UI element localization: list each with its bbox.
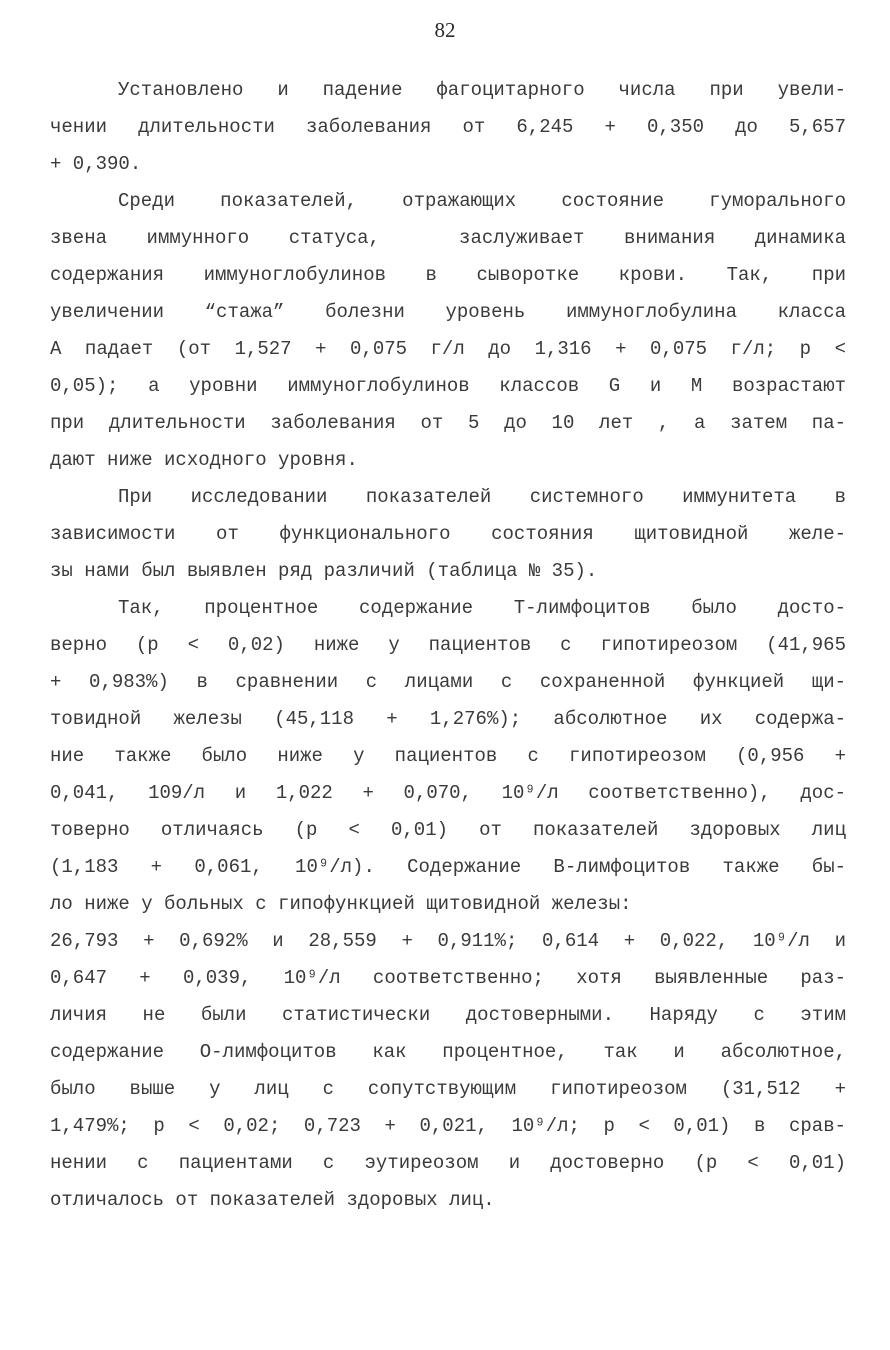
text-line: 0,647 + 0,039, 10⁹/л соответственно; хотя выявленные раз- [50, 967, 846, 989]
text-line: 0,041, 109/л и 1,022 + 0,070, 10⁹/л соответственно), дос- [50, 782, 846, 804]
text-line: содержание О-лимфоцитов как процентное, так и абсолютное, [50, 1041, 846, 1063]
text-line: нении с пациентами с эутиреозом и достоверно (р < 0,01) [50, 1152, 846, 1174]
text-line: 26,793 + 0,692% и 28,559 + 0,911%; 0,614 + 0,022, 10⁹/л и [50, 930, 846, 952]
text-line: было выше у лиц с сопутствующим гипотиреозом (31,512 + [50, 1078, 846, 1100]
text-line: 1,479%; р < 0,02; 0,723 + 0,021, 10⁹/л; р < 0,01) в срав- [50, 1115, 846, 1137]
text-line: зависимости от функционального состояния щитовидной желе- [50, 523, 846, 545]
text-line: чении длительности заболевания от 6,245 + 0,350 до 5,657 [50, 116, 846, 138]
text-line: верно (р < 0,02) ниже у пациентов с гипотиреозом (41,965 [50, 634, 846, 656]
text-line: личия не были статистически достоверными. Наряду с этим [50, 1004, 846, 1026]
text-line: зы нами был выявлен ряд различий (таблица № 35). [50, 560, 598, 582]
text-line: + 0,983%) в сравнении с лицами с сохраненной функцией щи- [50, 671, 846, 693]
text-line: 0,05); а уровни иммуноглобулинов классов G и М возрастают [50, 375, 846, 397]
text-line: отличалось от показателей здоровых лиц. [50, 1189, 495, 1211]
text-line: ние также было ниже у пациентов с гипотиреозом (0,956 + [50, 745, 846, 767]
text-line: (1,183 + 0,061, 10⁹/л). Содержание В-лимфоцитов также бы- [50, 856, 846, 878]
text-line: увеличении “стажа” болезни уровень иммуноглобулина класса [50, 301, 846, 323]
text-line: товерно отличаясь (р < 0,01) от показателей здоровых лиц [50, 819, 846, 841]
text-line: Установлено и падение фагоцитарного числа при увели- [118, 79, 846, 101]
text-line: А падает (от 1,527 + 0,075 г/л до 1,316 + 0,075 г/л; р < [50, 338, 846, 360]
page-number: 82 [434, 18, 456, 42]
text-line: + 0,390. [50, 153, 142, 175]
text-line: При исследовании показателей системного иммунитета в [118, 486, 846, 508]
document-body [50, 72, 846, 1219]
text-line: дают ниже исходного уровня. [50, 449, 358, 471]
text-line: содержания иммуноглобулинов в сыворотке крови. Так, при [50, 264, 846, 286]
text-line: звена иммунного статуса, заслуживает внимания динамика [50, 227, 846, 249]
text-line: товидной железы (45,118 + 1,276%); абсолютное их содержа- [50, 708, 846, 730]
text-line: при длительности заболевания от 5 до 10 лет , а затем па- [50, 412, 846, 434]
text-line: Среди показателей, отражающих состояние гуморального [118, 190, 846, 212]
text-line: Так, процентное содержание Т-лимфоцитов было досто- [118, 597, 846, 619]
text-line: ло ниже у больных с гипофункцией щитовидной железы: [50, 893, 632, 915]
